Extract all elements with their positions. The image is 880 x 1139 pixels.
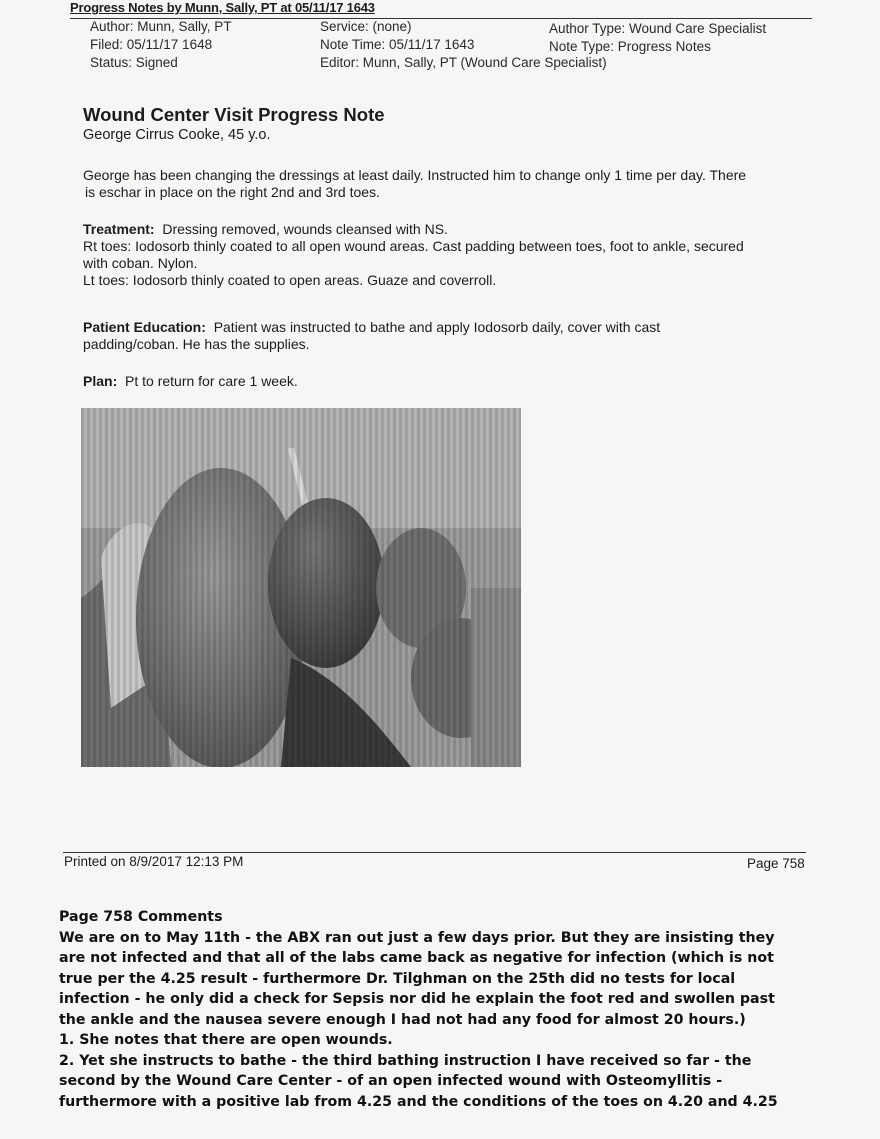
plan-label: Plan: <box>83 373 118 389</box>
wound-photo <box>81 408 521 767</box>
comments-heading: Page 758 Comments <box>59 909 223 925</box>
page-comments <box>59 907 819 1112</box>
comment-line: the ankle and the nausea severe enough I had not had any food for almost 20 hours.) <box>59 1011 746 1028</box>
comment-line: are not infected and that all of the labs came back as negative for infection (which is not <box>59 950 774 966</box>
plan-section <box>83 373 813 390</box>
meta-column-type <box>549 20 766 56</box>
patient-name: George Cirrus Cooke, 45 y.o. <box>83 127 271 143</box>
treatment-label: Treatment: <box>83 221 155 237</box>
comment-line: second by the Wound Care Center - of an open infected wound with Osteomyllitis - <box>59 1073 723 1089</box>
comment-line: furthermore with a positive lab from 4.25 and the conditions of the toes on 4.20 and 4.25 <box>59 1093 778 1110</box>
meta-column-author <box>90 18 232 72</box>
education-line: padding/coban. He has the supplies. <box>83 336 310 352</box>
meta-service: Service: (none) <box>320 19 412 34</box>
comment-line: We are on to May 11th - the ABX ran out just a few days prior. But they are insisting they <box>59 929 775 946</box>
plan-text: Pt to return for care 1 week. <box>125 373 298 389</box>
intro-line: George has been changing the dressings at least daily. Instructed him to change only 1 time per day. There <box>83 167 747 183</box>
treatment-section <box>83 221 813 289</box>
meta-filed: Filed: 05/11/17 1648 <box>90 37 213 52</box>
treatment-line: Lt toes: Iodosorb thinly coated to open areas. Guaze and coverroll. <box>83 272 497 288</box>
printed-timestamp: Printed on 8/9/2017 12:13 PM <box>64 854 244 869</box>
intro-paragraph <box>83 167 813 201</box>
treatment-line: with coban. Nylon. <box>83 255 198 271</box>
document-title: Wound Center Visit Progress Note <box>83 104 385 125</box>
treatment-line: Rt toes: Iodosorb thinly coated to all open wound areas. Cast padding between toes, foot to ankle, secured <box>83 238 744 254</box>
intro-line: is eschar in place on the right 2nd and 3rd toes. <box>85 184 380 200</box>
meta-note-type: Note Type: Progress Notes <box>549 39 711 54</box>
meta-status: Status: Signed <box>90 55 178 70</box>
comment-line: infection - he only did a check for Sepsis nor did he explain the foot red and swollen past <box>59 991 775 1007</box>
meta-author-type: Author Type: Wound Care Specialist <box>549 21 767 36</box>
comment-line: 2. Yet she instructs to bathe - the third bathing instruction I have received so far - the <box>59 1052 752 1069</box>
comment-line: true per the 4.25 result - furthermore Dr. Tilghman on the 25th did no tests for local <box>59 970 736 987</box>
education-label: Patient Education: <box>83 319 206 335</box>
meta-editor: Editor: Munn, Sally, PT (Wound Care Specialist) <box>320 55 607 70</box>
page-number: Page 758 <box>747 856 805 871</box>
note-header-title: Progress Notes by Munn, Sally, PT at 05/11/17 1643 <box>70 0 375 15</box>
meta-note-time: Note Time: 05/11/17 1643 <box>320 37 475 52</box>
education-section <box>83 319 813 353</box>
meta-author: Author: Munn, Sally, PT <box>90 19 232 34</box>
wound-photo-image <box>81 408 521 767</box>
treatment-first-line: Dressing removed, wounds cleansed with NS. <box>162 221 448 237</box>
comment-line: 1. She notes that there are open wounds. <box>59 1032 393 1048</box>
education-first-line: Patient was instructed to bathe and apply Iodosorb daily, cover with cast <box>213 319 661 335</box>
footer-rule <box>63 852 806 853</box>
